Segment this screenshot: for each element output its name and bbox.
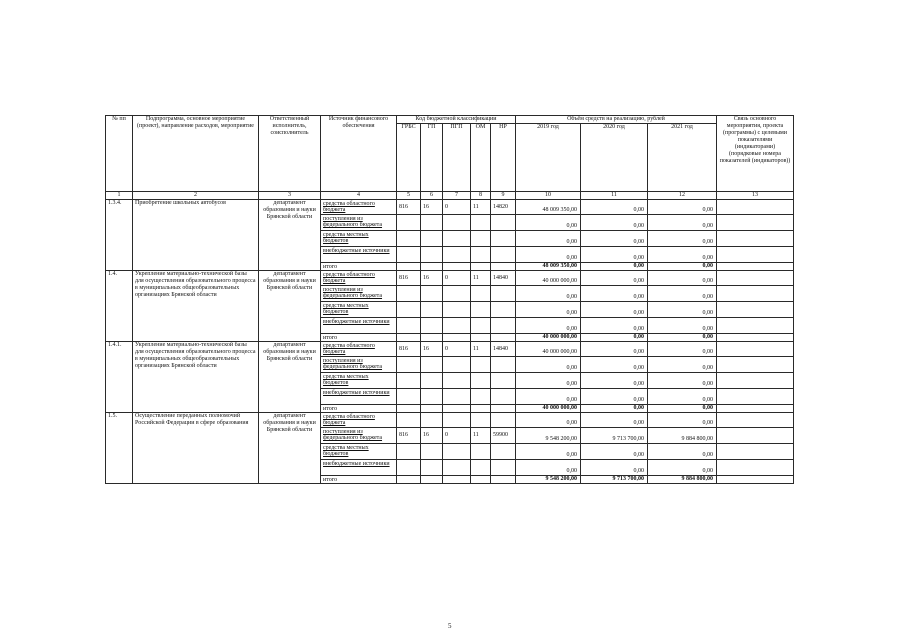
code-gp-empty	[421, 286, 443, 302]
amount-2021: 0,00	[648, 271, 717, 286]
amount-2019: 0,00	[516, 318, 581, 334]
code-nr-empty	[491, 389, 516, 405]
code-gp-empty	[421, 247, 443, 263]
code-gp-empty	[421, 444, 443, 460]
amount-2020: 0,00	[581, 247, 648, 263]
code-om-empty	[471, 444, 491, 460]
amount-2019: 0,00	[516, 373, 581, 389]
amount-2021: 0,00	[648, 286, 717, 302]
code-om: 11	[471, 271, 491, 286]
code-grbs-empty	[397, 389, 421, 405]
amount-2020: 0,00	[581, 231, 648, 247]
amount-2021: 0,00	[648, 413, 717, 428]
source-regional: средства областного бюджета	[321, 271, 397, 286]
source-federal: поступления из федерального бюджета	[321, 286, 397, 302]
indicator-link-cell	[717, 373, 794, 389]
amount-2019: 0,00	[516, 286, 581, 302]
indicator-link-cell	[717, 247, 794, 263]
colnum: 10	[516, 192, 581, 200]
indicator-link-cell	[717, 460, 794, 476]
colnum: 4	[321, 192, 397, 200]
colnum: 1	[106, 192, 133, 200]
source-regional: средства областного бюджета	[321, 413, 397, 428]
header-2021: 2021 год	[648, 124, 717, 192]
indicator-link-cell	[717, 357, 794, 373]
code-om-empty	[471, 373, 491, 389]
header-om: ОМ	[471, 124, 491, 192]
amount-2021: 0,00	[648, 231, 717, 247]
code-om-empty	[471, 357, 491, 373]
code-gp: 16	[421, 342, 443, 357]
code-grbs-empty	[397, 247, 421, 263]
amount-2021: 0,00	[648, 263, 717, 271]
code-om-empty	[471, 302, 491, 318]
source-total: итого	[321, 334, 397, 342]
header-volume: Объём средств на реализацию, рублей	[516, 116, 717, 124]
code-pgp-empty	[443, 389, 471, 405]
amount-2020: 0,00	[581, 286, 648, 302]
header-link: Связь основного мероприятия, проекта (программы) с целевыми показателями (индикаторами) (порядковые номера показателей (индикаторов))	[717, 116, 794, 192]
budget-table	[105, 115, 794, 484]
colnum: 12	[648, 192, 717, 200]
amount-2021: 0,00	[648, 302, 717, 318]
code-grbs-empty	[397, 231, 421, 247]
header-pgp: ПГП	[443, 124, 471, 192]
indicator-link-cell	[717, 413, 794, 428]
code-om-empty	[471, 215, 491, 231]
amount-2021: 0,00	[648, 460, 717, 476]
source-local: средства местных бюджетов	[321, 302, 397, 318]
item-number: 1.4.1.	[106, 342, 133, 413]
code-grbs-empty	[397, 318, 421, 334]
code-pgp: 0	[443, 342, 471, 357]
code-gp-empty	[421, 413, 443, 428]
code-gp-empty	[421, 302, 443, 318]
item-executor: департамент образования и науки Брянской области	[259, 271, 321, 342]
header-kbk: Код бюджетной классификации	[397, 116, 516, 124]
header-grbs: ГРБС	[397, 124, 421, 192]
amount-2021: 0,00	[648, 200, 717, 215]
amount-2021: 0,00	[648, 342, 717, 357]
code-grbs: 816	[397, 271, 421, 286]
indicator-link-cell	[717, 318, 794, 334]
code-pgp-empty	[443, 318, 471, 334]
item-number: 1.3.4.	[106, 200, 133, 271]
amount-2020: 0,00	[581, 413, 648, 428]
amount-2020: 0,00	[581, 302, 648, 318]
amount-2020: 0,00	[581, 342, 648, 357]
code-om-empty	[471, 405, 491, 413]
code-gp: 16	[421, 428, 443, 444]
indicator-link-cell	[717, 444, 794, 460]
code-nr: 14820	[491, 200, 516, 215]
code-pgp: 0	[443, 271, 471, 286]
code-om-empty	[471, 318, 491, 334]
amount-2020: 9 713 700,00	[581, 476, 648, 484]
code-nr-empty	[491, 405, 516, 413]
header-executor: Ответственный исполнитель, соисполнитель	[259, 116, 321, 192]
table-row	[106, 271, 794, 286]
amount-2019: 40 000 000,00	[516, 342, 581, 357]
code-grbs-empty	[397, 373, 421, 389]
amount-2019: 40 000 000,00	[516, 405, 581, 413]
code-pgp-empty	[443, 373, 471, 389]
code-grbs: 816	[397, 428, 421, 444]
code-nr-empty	[491, 286, 516, 302]
indicator-link-cell	[717, 405, 794, 413]
code-pgp-empty	[443, 247, 471, 263]
code-om-empty	[471, 286, 491, 302]
amount-2020: 0,00	[581, 405, 648, 413]
item-executor: департамент образования и науки Брянской области	[259, 342, 321, 413]
amount-2019: 0,00	[516, 357, 581, 373]
code-om-empty	[471, 413, 491, 428]
amount-2020: 0,00	[581, 263, 648, 271]
amount-2021: 0,00	[648, 389, 717, 405]
code-pgp-empty	[443, 334, 471, 342]
source-extra: внебюджетные источники	[321, 247, 397, 263]
amount-2021: 9 884 800,00	[648, 476, 717, 484]
indicator-link-cell	[717, 286, 794, 302]
code-grbs-empty	[397, 286, 421, 302]
code-grbs: 816	[397, 342, 421, 357]
table-row	[106, 413, 794, 428]
code-grbs-empty	[397, 460, 421, 476]
code-gp: 16	[421, 200, 443, 215]
code-om-empty	[471, 476, 491, 484]
amount-2021: 0,00	[648, 357, 717, 373]
indicator-link-cell	[717, 302, 794, 318]
amount-2020: 9 713 700,00	[581, 428, 648, 444]
code-pgp-empty	[443, 413, 471, 428]
indicator-link-cell	[717, 263, 794, 271]
code-nr-empty	[491, 460, 516, 476]
code-gp-empty	[421, 476, 443, 484]
code-pgp: 0	[443, 428, 471, 444]
source-regional: средства областного бюджета	[321, 200, 397, 215]
code-grbs-empty	[397, 357, 421, 373]
code-grbs-empty	[397, 215, 421, 231]
indicator-link-cell	[717, 200, 794, 215]
amount-2020: 0,00	[581, 215, 648, 231]
table-row	[106, 200, 794, 215]
item-executor: департамент образования и науки Брянской области	[259, 413, 321, 484]
amount-2019: 0,00	[516, 444, 581, 460]
amount-2021: 0,00	[648, 318, 717, 334]
code-nr-empty	[491, 263, 516, 271]
colnum: 3	[259, 192, 321, 200]
amount-2020: 0,00	[581, 444, 648, 460]
code-nr-empty	[491, 215, 516, 231]
code-gp-empty	[421, 389, 443, 405]
code-gp-empty	[421, 405, 443, 413]
amount-2020: 0,00	[581, 271, 648, 286]
code-pgp-empty	[443, 263, 471, 271]
code-om-empty	[471, 460, 491, 476]
source-regional: средства областного бюджета	[321, 342, 397, 357]
source-federal: поступления из федерального бюджета	[321, 357, 397, 373]
code-gp-empty	[421, 373, 443, 389]
code-grbs-empty	[397, 444, 421, 460]
source-local: средства местных бюджетов	[321, 373, 397, 389]
item-number: 1.5.	[106, 413, 133, 484]
code-om: 11	[471, 342, 491, 357]
amount-2020: 0,00	[581, 200, 648, 215]
code-gp-empty	[421, 215, 443, 231]
amount-2019: 40 000 000,00	[516, 334, 581, 342]
amount-2021: 0,00	[648, 405, 717, 413]
header-program: Подпрограмма, основное мероприятие (проект), направление расходов, мероприятие	[133, 116, 259, 192]
code-grbs: 816	[397, 200, 421, 215]
indicator-link-cell	[717, 342, 794, 357]
indicator-link-cell	[717, 215, 794, 231]
indicator-link-cell	[717, 271, 794, 286]
source-local: средства местных бюджетов	[321, 231, 397, 247]
code-nr: 59900	[491, 428, 516, 444]
code-om-empty	[471, 231, 491, 247]
amount-2021: 0,00	[648, 444, 717, 460]
source-extra: внебюджетные источники	[321, 318, 397, 334]
source-total: итого	[321, 476, 397, 484]
code-pgp-empty	[443, 460, 471, 476]
amount-2019: 48 009 350,00	[516, 263, 581, 271]
header-nr: НР	[491, 124, 516, 192]
code-nr-empty	[491, 247, 516, 263]
colnum: 13	[717, 192, 794, 200]
code-pgp-empty	[443, 444, 471, 460]
source-extra: внебюджетные источники	[321, 389, 397, 405]
item-number: 1.4.	[106, 271, 133, 342]
header-num: № пп	[106, 116, 133, 192]
amount-2019: 0,00	[516, 413, 581, 428]
code-om-empty	[471, 334, 491, 342]
code-pgp-empty	[443, 215, 471, 231]
code-gp-empty	[421, 460, 443, 476]
indicator-link-cell	[717, 428, 794, 444]
code-nr-empty	[491, 413, 516, 428]
indicator-link-cell	[717, 476, 794, 484]
code-om-empty	[471, 247, 491, 263]
page-number: 5	[448, 622, 452, 630]
code-pgp-empty	[443, 286, 471, 302]
code-gp-empty	[421, 334, 443, 342]
code-pgp-empty	[443, 231, 471, 247]
colnum: 11	[581, 192, 648, 200]
amount-2021: 9 884 800,00	[648, 428, 717, 444]
code-om: 11	[471, 200, 491, 215]
item-name: Укрепление материально-технической базы для осуществления образовательного процесса в муниципальных общеобразовательных организациях Брянской области	[133, 342, 259, 413]
code-nr-empty	[491, 334, 516, 342]
amount-2019: 0,00	[516, 389, 581, 405]
header-gp: ГП	[421, 124, 443, 192]
source-federal: поступления из федерального бюджета	[321, 215, 397, 231]
amount-2020: 0,00	[581, 460, 648, 476]
code-gp-empty	[421, 357, 443, 373]
code-nr-empty	[491, 444, 516, 460]
amount-2021: 0,00	[648, 247, 717, 263]
code-pgp: 0	[443, 200, 471, 215]
code-gp-empty	[421, 231, 443, 247]
colnum: 7	[443, 192, 471, 200]
code-pgp-empty	[443, 357, 471, 373]
amount-2020: 0,00	[581, 357, 648, 373]
header-source: Источник финансового обеспечения	[321, 116, 397, 192]
code-nr-empty	[491, 357, 516, 373]
colnum: 6	[421, 192, 443, 200]
item-name: Осуществление переданных полномочий Российской Федерации в сфере образования	[133, 413, 259, 484]
code-nr-empty	[491, 476, 516, 484]
header-2020: 2020 год	[581, 124, 648, 192]
amount-2019: 0,00	[516, 460, 581, 476]
code-nr-empty	[491, 373, 516, 389]
indicator-link-cell	[717, 389, 794, 405]
amount-2019: 0,00	[516, 231, 581, 247]
amount-2019: 40 000 000,00	[516, 271, 581, 286]
table-row	[106, 342, 794, 357]
code-pgp-empty	[443, 405, 471, 413]
colnum: 5	[397, 192, 421, 200]
amount-2019: 9 548 200,00	[516, 476, 581, 484]
code-om-empty	[471, 389, 491, 405]
amount-2019: 48 009 350,00	[516, 200, 581, 215]
code-nr: 14840	[491, 271, 516, 286]
source-total: итого	[321, 405, 397, 413]
code-pgp-empty	[443, 476, 471, 484]
amount-2019: 0,00	[516, 247, 581, 263]
code-grbs-empty	[397, 334, 421, 342]
amount-2020: 0,00	[581, 334, 648, 342]
amount-2021: 0,00	[648, 215, 717, 231]
source-local: средства местных бюджетов	[321, 444, 397, 460]
colnum: 2	[133, 192, 259, 200]
source-extra: внебюджетные источники	[321, 460, 397, 476]
source-federal: поступления из федерального бюджета	[321, 428, 397, 444]
amount-2020: 0,00	[581, 318, 648, 334]
code-gp-empty	[421, 263, 443, 271]
colnum: 9	[491, 192, 516, 200]
code-gp: 16	[421, 271, 443, 286]
code-grbs-empty	[397, 413, 421, 428]
code-grbs-empty	[397, 263, 421, 271]
code-grbs-empty	[397, 405, 421, 413]
amount-2021: 0,00	[648, 334, 717, 342]
item-name: Приобретение школьных автобусов	[133, 200, 259, 271]
amount-2020: 0,00	[581, 373, 648, 389]
colnum: 8	[471, 192, 491, 200]
amount-2019: 0,00	[516, 215, 581, 231]
code-nr-empty	[491, 318, 516, 334]
amount-2019: 9 548 200,00	[516, 428, 581, 444]
indicator-link-cell	[717, 231, 794, 247]
indicator-link-cell	[717, 334, 794, 342]
item-name: Укрепление материально-технической базы для осуществления образовательного процесса в муниципальных общеобразовательных организациях Брянской области	[133, 271, 259, 342]
amount-2019: 0,00	[516, 302, 581, 318]
code-gp-empty	[421, 318, 443, 334]
code-nr-empty	[491, 302, 516, 318]
header-2019: 2019 год	[516, 124, 581, 192]
amount-2020: 0,00	[581, 389, 648, 405]
code-grbs-empty	[397, 302, 421, 318]
code-nr-empty	[491, 231, 516, 247]
item-executor: департамент образования и науки Брянской области	[259, 200, 321, 271]
code-om-empty	[471, 263, 491, 271]
code-om: 11	[471, 428, 491, 444]
code-nr: 14840	[491, 342, 516, 357]
code-grbs-empty	[397, 476, 421, 484]
amount-2021: 0,00	[648, 373, 717, 389]
code-pgp-empty	[443, 302, 471, 318]
source-total: итого	[321, 263, 397, 271]
